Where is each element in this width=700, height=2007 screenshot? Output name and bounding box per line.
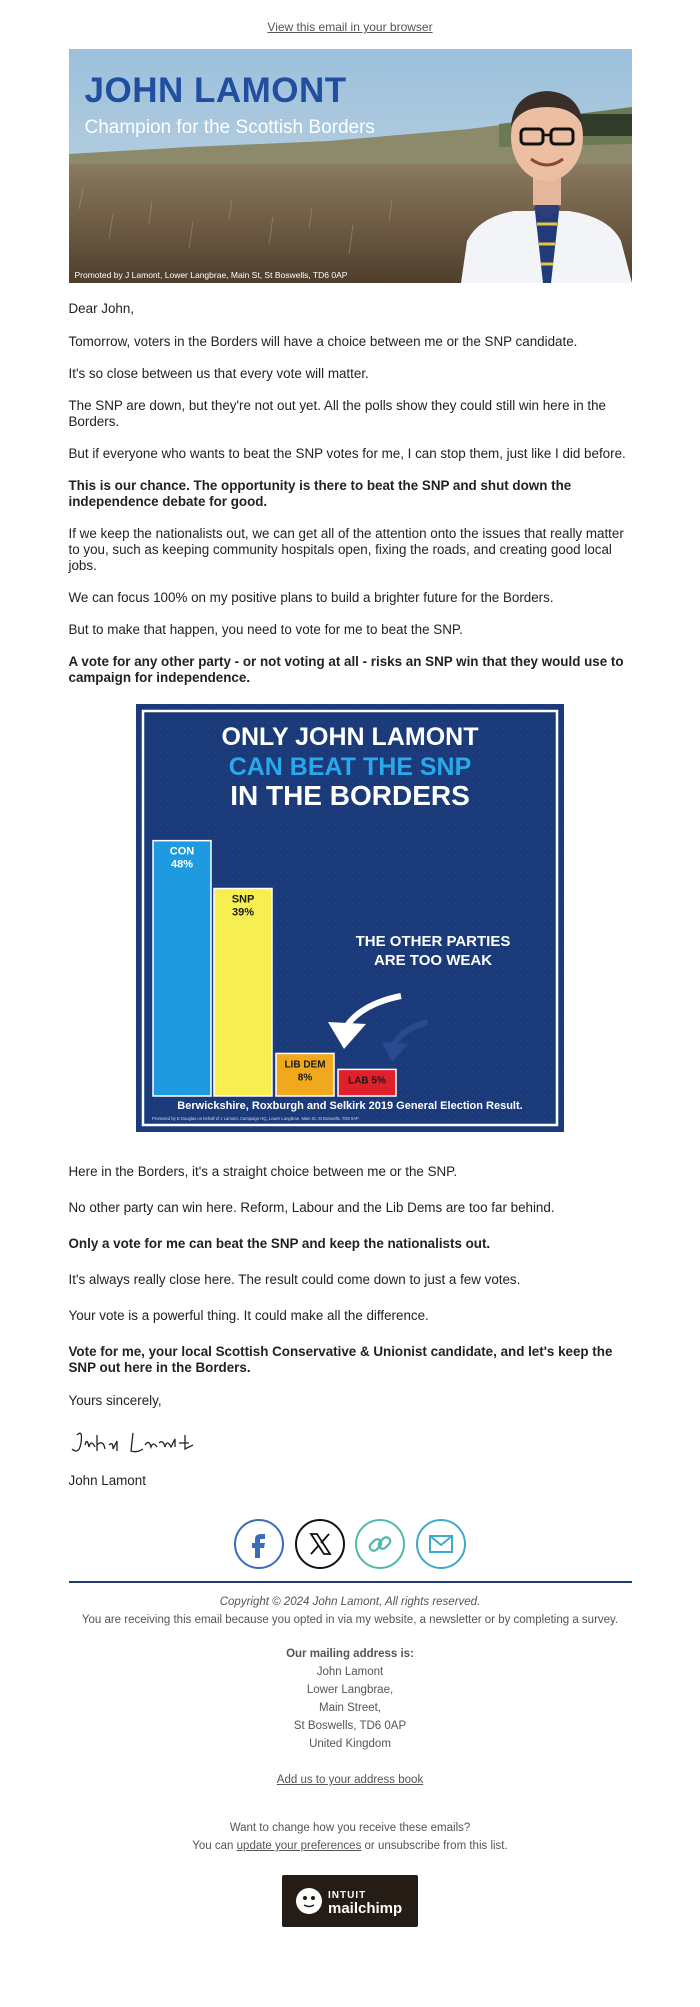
add-address-book-link[interactable]: Add us to your address book — [276, 1774, 424, 1786]
chart-promoted-by: Promoted by E Douglas on behalf of J Lamont, Campaign HQ, Lower Langbrae, Main St, St Boswells, TD6 0AP — [152, 1116, 359, 1121]
bar-snp — [214, 889, 272, 1096]
header-banner — [69, 49, 632, 283]
badge-mailchimp: mailchimp — [328, 1900, 403, 1917]
chart-title-line2: CAN BEAT THE SNP — [228, 753, 472, 781]
link-icon — [357, 1521, 403, 1567]
paragraph-4: But if everyone who wants to beat the SNP votes for me, I can stop them, just like I did before. — [68, 446, 626, 461]
hero-promoted-by: Promoted by J Lamont, Lower Langbrae, Main St, St Boswells, TD6 0AP — [74, 270, 348, 280]
chart-annotation-line1: THE OTHER PARTIES — [355, 933, 511, 950]
address-line-4: St Boswells, TD6 0AP — [293, 1720, 407, 1732]
bar-label-value: 8% — [297, 1072, 313, 1084]
paragraph-5: This is our chance. The opportunity is there to beat the SNP and shut down the independence debate for good. — [68, 478, 572, 509]
paragraph-15: Vote for me, your local Scottish Conservative & Unionist candidate, and let's keep the SNP out here in the Borders. — [68, 1344, 613, 1375]
update-preferences-link[interactable]: update your preferences — [236, 1840, 362, 1852]
signoff: Yours sincerely, — [68, 1393, 162, 1408]
chart-annotation-line2: ARE TOO WEAK — [373, 952, 493, 969]
chart-title-line1: ONLY JOHN LAMONT — [221, 723, 479, 751]
social-links — [0, 1519, 700, 1569]
paragraph-11: No other party can win here. Reform, Labour and the Lib Dems are too far behind. — [68, 1200, 555, 1215]
email-link[interactable] — [416, 1519, 466, 1569]
paragraph-7: We can focus 100% on my positive plans to build a brighter future for the Borders. — [68, 590, 554, 605]
badge-intuit: INTUIT — [328, 1890, 367, 1901]
copyright: Copyright © 2024 John Lamont, All rights reserved. — [219, 1596, 481, 1608]
greeting: Dear John, — [68, 301, 135, 316]
bar-con — [153, 841, 211, 1096]
hero-name: JOHN LAMONT — [84, 71, 347, 110]
email-body — [69, 301, 632, 1489]
address-line-2: Lower Langbrae, — [306, 1684, 394, 1696]
facebook-link[interactable] — [234, 1519, 284, 1569]
address-line-3: Main Street, — [319, 1702, 381, 1714]
mailing-heading: Our mailing address is: — [286, 1648, 414, 1660]
signature — [69, 1425, 632, 1461]
sender-name: John Lamont — [68, 1473, 146, 1488]
bar-label-value: 39% — [231, 906, 255, 919]
mailchimp-logo-icon — [296, 1888, 322, 1914]
paragraph-13: It's always really close here. The result could come down to just a few votes. — [68, 1272, 521, 1287]
bar-label-category: CON — [169, 845, 195, 858]
signature-label: John Lamont — [68, 1425, 75, 1426]
you-can-text: You can — [192, 1840, 234, 1852]
paragraph-8: But to make that happen, you need to vote for me to beat the SNP. — [68, 622, 463, 637]
paragraph-2: It's so close between us that every vote will matter. — [68, 366, 369, 381]
x-link[interactable] — [295, 1519, 345, 1569]
view-in-browser-link[interactable]: View this email in your browser — [267, 20, 433, 34]
change-question: Want to change how you receive these emails? — [229, 1822, 471, 1834]
chart-title-line3: IN THE BORDERS — [230, 780, 470, 811]
x-icon — [297, 1521, 343, 1567]
footer-divider — [69, 1581, 632, 1583]
paragraph-9: A vote for any other party - or not voting at all - risks an SNP win that they would use to campaign for independence. — [68, 654, 624, 685]
bar-label-category: LIB DEM — [284, 1059, 326, 1071]
paragraph-3: The SNP are down, but they're not out yet. All the polls show they could still win here in the Borders. — [68, 398, 606, 429]
facebook-icon — [236, 1521, 282, 1567]
chart-caption: Berwickshire, Roxburgh and Selkirk 2019 General Election Result. — [177, 1100, 523, 1112]
top-bar — [0, 0, 700, 34]
link-link[interactable] — [355, 1519, 405, 1569]
mailchimp-badge[interactable] — [282, 1875, 418, 1927]
bar-label-value: 48% — [170, 858, 194, 871]
paragraph-12: Only a vote for me can beat the SNP and keep the nationalists out. — [68, 1236, 491, 1251]
hero-tagline: Champion for the Scottish Borders — [84, 117, 375, 138]
preferences-line — [0, 1837, 700, 1855]
address-line-5: United Kingdom — [309, 1738, 391, 1750]
unsubscribe-text: or unsubscribe from this list. — [364, 1840, 508, 1852]
paragraph-1: Tomorrow, voters in the Borders will have a choice between me or the SNP candidate. — [68, 334, 578, 349]
bar-label-category: SNP — [231, 893, 255, 906]
footer — [0, 1593, 700, 1927]
paragraph-6: If we keep the nationalists out, we can get all of the attention onto the issues that really matter to you, such as keeping community hospitals open, fixing the roads, and creating good local jobs. — [68, 526, 624, 573]
poll-chart — [136, 704, 564, 1132]
paragraph-10: Here in the Borders, it's a straight choice between me or the SNP. — [68, 1164, 458, 1179]
subscription-reason: You are receiving this email because you opted in via my website, a newsletter or by completing a survey. — [81, 1614, 619, 1626]
email-icon — [418, 1521, 464, 1567]
bar-label-category: LAB 5% — [348, 1075, 386, 1087]
paragraph-14: Your vote is a powerful thing. It could make all the difference. — [68, 1308, 429, 1323]
chart-svg — [136, 704, 564, 1132]
address-line-1: John Lamont — [316, 1666, 384, 1678]
